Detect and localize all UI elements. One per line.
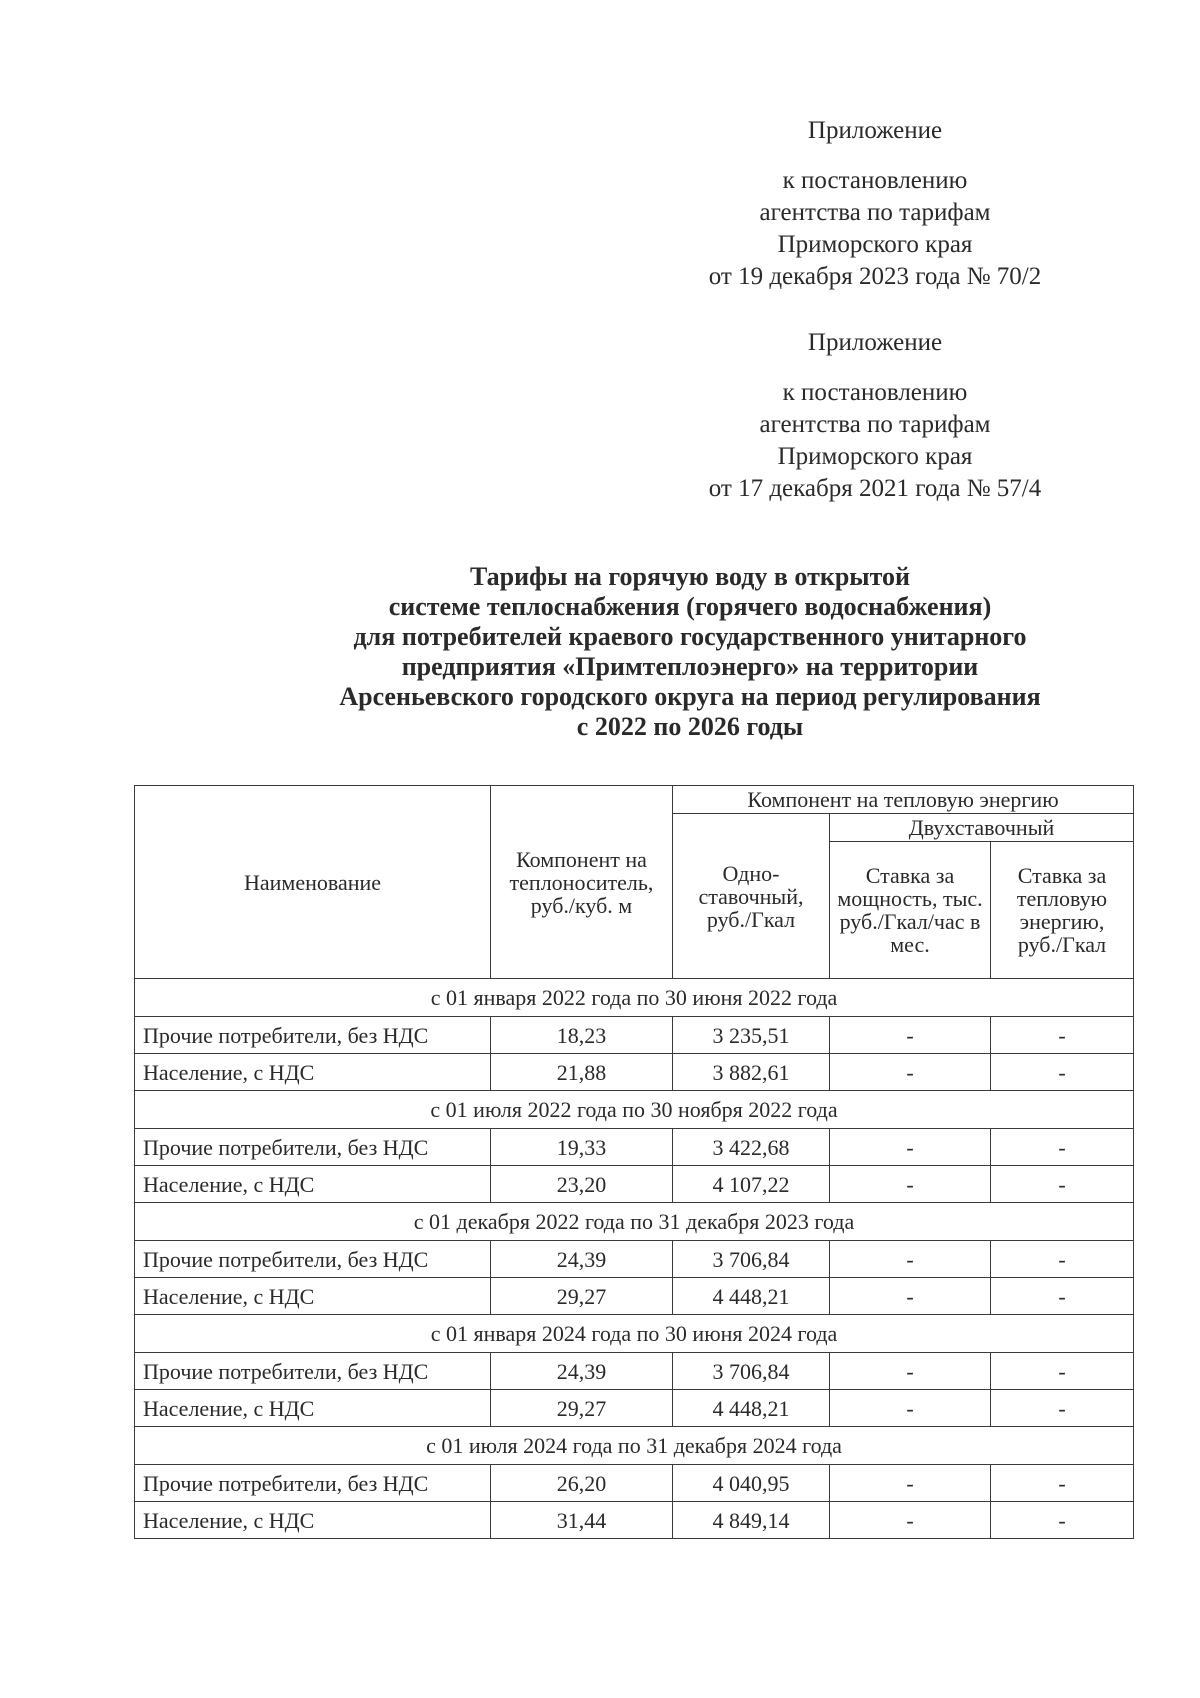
header-coolant-component: Компонент на теплоноситель, руб./куб. м	[491, 786, 673, 979]
single-rate-cell: 4 448,21	[673, 1278, 830, 1315]
table-row	[135, 1241, 1134, 1278]
capacity-rate-cell: -	[830, 1166, 991, 1203]
consumer-name-cell: Население, с НДС	[135, 1166, 491, 1203]
coolant-tariff-cell: 19,33	[491, 1129, 673, 1166]
coolant-tariff-cell: 24,39	[491, 1353, 673, 1390]
energy-rate-cell: -	[991, 1502, 1134, 1539]
single-rate-cell: 4 107,22	[673, 1166, 830, 1203]
period-row	[135, 1427, 1134, 1465]
consumer-name-cell: Прочие потребители, без НДС	[135, 1465, 491, 1502]
single-rate-cell: 4 849,14	[673, 1502, 830, 1539]
single-rate-cell: 3 882,61	[673, 1054, 830, 1091]
title-line: системе теплоснабжения (горячего водоснабжения)	[388, 592, 992, 621]
tariff-table-body	[135, 979, 1134, 1539]
capacity-rate-cell: -	[830, 1054, 991, 1091]
header-single-rate: Одно-ставочный, руб./Гкал	[673, 814, 830, 979]
appendix-line: агентства по тарифам	[759, 199, 991, 226]
table-row	[135, 1017, 1134, 1054]
single-rate-cell: 4 040,95	[673, 1465, 830, 1502]
coolant-tariff-cell: 18,23	[491, 1017, 673, 1054]
title-line: Тарифы на горячую воду в открытой	[469, 562, 910, 591]
table-row	[135, 1502, 1134, 1539]
title-line: предприятия «Примтеплоэнерго» на территории	[401, 652, 979, 681]
coolant-tariff-cell: 23,20	[491, 1166, 673, 1203]
period-row	[135, 1091, 1134, 1129]
appendix-line: агентства по тарифам	[759, 411, 991, 438]
coolant-tariff-cell: 29,27	[491, 1390, 673, 1427]
energy-rate-cell: -	[991, 1166, 1134, 1203]
header-energy-rate: Ставка за тепловую энергию, руб./Гкал	[991, 842, 1134, 979]
consumer-name-cell: Прочие потребители, без НДС	[135, 1129, 491, 1166]
energy-rate-cell: -	[991, 1390, 1134, 1427]
title-line: Арсеньевского городского округа на период регулирования	[339, 682, 1041, 711]
appendix-line: к постановлению	[782, 167, 968, 194]
appendix-line: от 19 декабря 2023 года № 70/2	[708, 263, 1042, 290]
table-row	[135, 1129, 1134, 1166]
document-title	[250, 562, 1130, 742]
capacity-rate-cell: -	[830, 1353, 991, 1390]
single-rate-cell: 4 448,21	[673, 1390, 830, 1427]
consumer-name-cell: Прочие потребители, без НДС	[135, 1241, 491, 1278]
header-thermal-energy-component: Компонент на тепловую энергию	[673, 786, 1134, 814]
capacity-rate-cell: -	[830, 1241, 991, 1278]
single-rate-cell: 3 706,84	[673, 1241, 830, 1278]
energy-rate-cell: -	[991, 1054, 1134, 1091]
energy-rate-cell: -	[991, 1129, 1134, 1166]
energy-rate-cell: -	[991, 1465, 1134, 1502]
coolant-tariff-cell: 24,39	[491, 1241, 673, 1278]
appendix-title: Приложение	[807, 117, 943, 144]
tariff-table	[134, 785, 1134, 1539]
period-label: с 01 июля 2024 года по 31 декабря 2024 года	[135, 1427, 1134, 1465]
energy-rate-cell: -	[991, 1353, 1134, 1390]
period-label: с 01 января 2022 года по 30 июня 2022 года	[135, 979, 1134, 1017]
period-row	[135, 1315, 1134, 1353]
title-line: с 2022 по 2026 годы	[576, 712, 804, 741]
capacity-rate-cell: -	[830, 1017, 991, 1054]
single-rate-cell: 3 235,51	[673, 1017, 830, 1054]
coolant-tariff-cell: 21,88	[491, 1054, 673, 1091]
appendix-title: Приложение	[807, 329, 943, 356]
appendix-block-original	[640, 327, 1110, 505]
table-row	[135, 1465, 1134, 1502]
table-row	[135, 1353, 1134, 1390]
title-line: для потребителей краевого государственного унитарного	[353, 622, 1027, 651]
single-rate-cell: 3 422,68	[673, 1129, 830, 1166]
consumer-name-cell: Население, с НДС	[135, 1502, 491, 1539]
appendix-line: от 17 декабря 2021 года № 57/4	[708, 475, 1042, 502]
header-two-rate: Двухставочный	[830, 814, 1134, 842]
period-label: с 01 декабря 2022 года по 31 декабря 2023 года	[135, 1203, 1134, 1241]
capacity-rate-cell: -	[830, 1129, 991, 1166]
appendix-line: к постановлению	[782, 379, 968, 406]
capacity-rate-cell: -	[830, 1278, 991, 1315]
table-row	[135, 1166, 1134, 1203]
table-row	[135, 1054, 1134, 1091]
appendix-line: Приморского края	[777, 231, 973, 258]
period-label: с 01 января 2024 года по 30 июня 2024 года	[135, 1315, 1134, 1353]
coolant-tariff-cell: 26,20	[491, 1465, 673, 1502]
energy-rate-cell: -	[991, 1278, 1134, 1315]
table-row	[135, 1390, 1134, 1427]
consumer-name-cell: Прочие потребители, без НДС	[135, 1353, 491, 1390]
period-row	[135, 979, 1134, 1017]
header-name: Наименование	[135, 786, 491, 979]
consumer-name-cell: Прочие потребители, без НДС	[135, 1017, 491, 1054]
coolant-tariff-cell: 31,44	[491, 1502, 673, 1539]
period-row	[135, 1203, 1134, 1241]
energy-rate-cell: -	[991, 1017, 1134, 1054]
table-row	[135, 1278, 1134, 1315]
energy-rate-cell: -	[991, 1241, 1134, 1278]
capacity-rate-cell: -	[830, 1502, 991, 1539]
consumer-name-cell: Население, с НДС	[135, 1390, 491, 1427]
consumer-name-cell: Население, с НДС	[135, 1278, 491, 1315]
consumer-name-cell: Население, с НДС	[135, 1054, 491, 1091]
capacity-rate-cell: -	[830, 1465, 991, 1502]
appendix-line: Приморского края	[777, 443, 973, 470]
capacity-rate-cell: -	[830, 1390, 991, 1427]
single-rate-cell: 3 706,84	[673, 1353, 830, 1390]
header-capacity-rate: Ставка за мощность, тыс. руб./Гкал/час в мес.	[830, 842, 991, 979]
coolant-tariff-cell: 29,27	[491, 1278, 673, 1315]
appendix-block-current	[640, 115, 1110, 293]
period-label: с 01 июля 2022 года по 30 ноября 2022 года	[135, 1091, 1134, 1129]
